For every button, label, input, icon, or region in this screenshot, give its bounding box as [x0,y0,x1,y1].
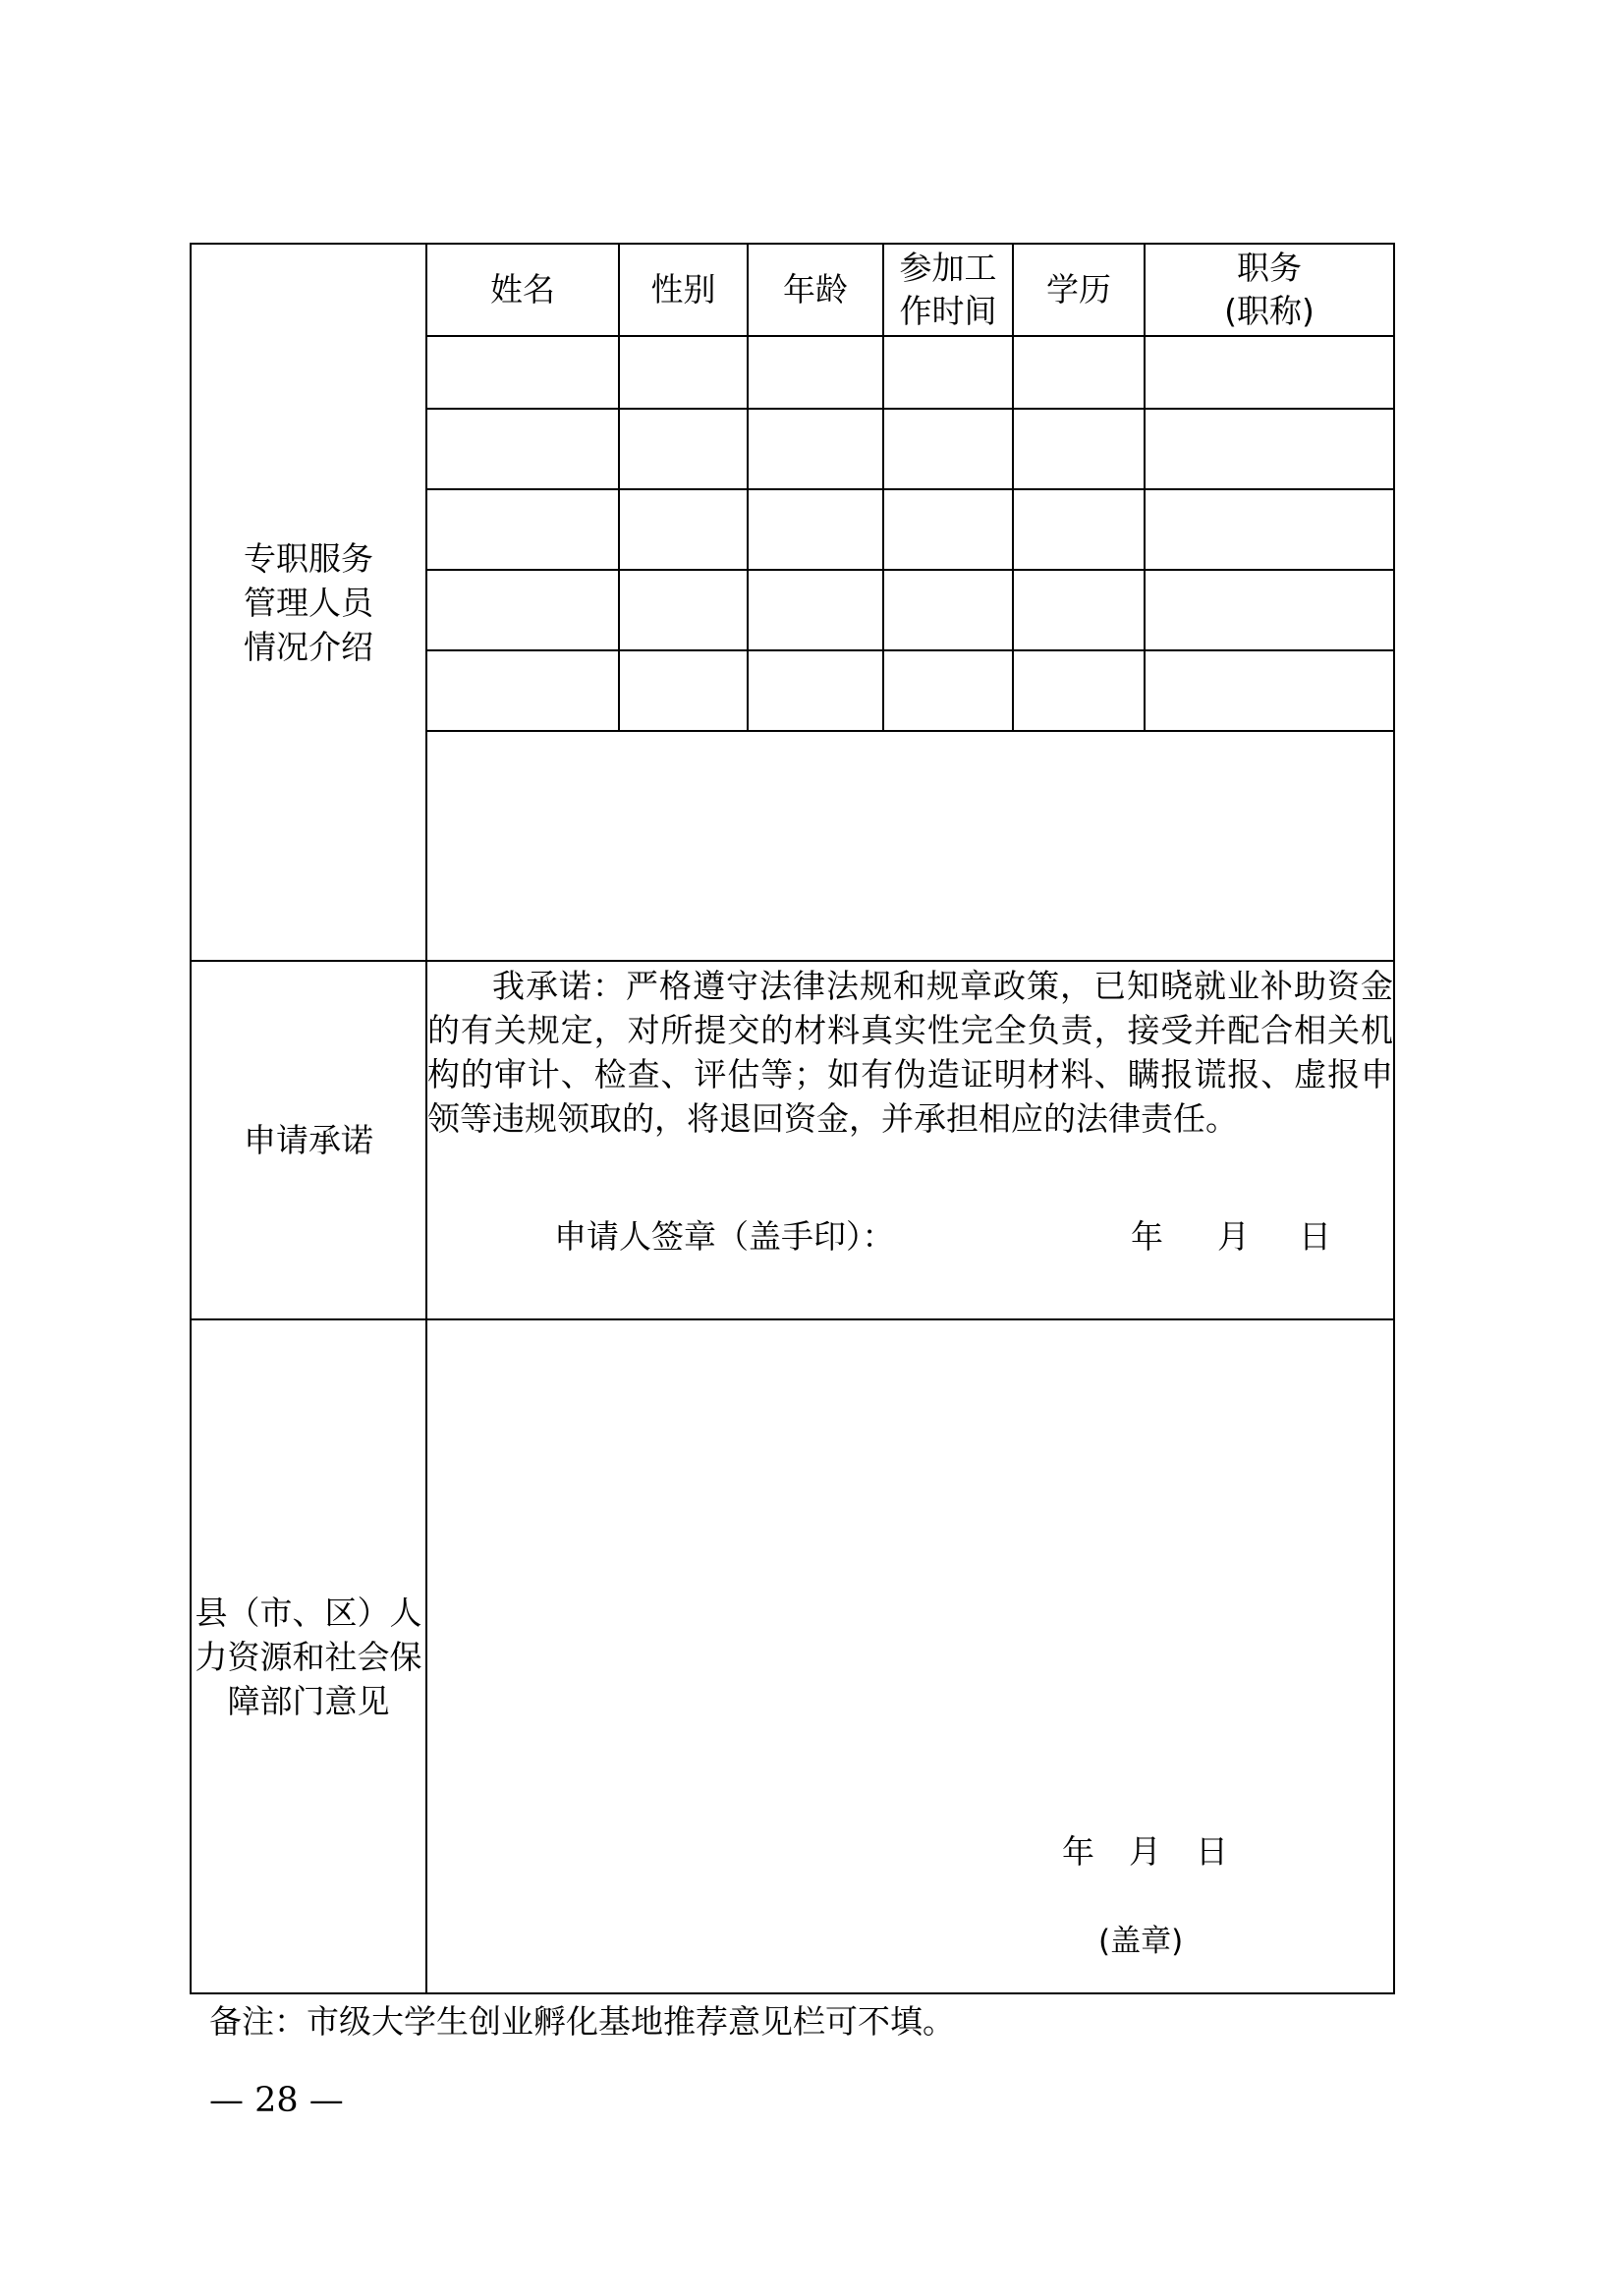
opinion-date [1062,1826,1228,1873]
signature-date [1131,1214,1331,1259]
pledge-body [426,961,1394,1319]
column-header-work-start: 参加工 作时间 [883,244,1013,336]
position-cell[interactable] [1145,489,1394,570]
date-month: 月 [1217,1217,1250,1256]
work-start-cell[interactable] [883,409,1013,489]
work-start-cell[interactable] [883,650,1013,731]
age-cell[interactable] [748,336,883,409]
opinion-label-line: 障部门意见 [227,1681,390,1720]
signature-label: 申请人签章（盖手印）： [554,1217,895,1256]
stamp-label: (盖章) [1098,1924,1184,1959]
age-cell[interactable] [748,570,883,650]
date-year: 年 [1062,1832,1094,1871]
age-cell[interactable] [748,650,883,731]
work-start-cell[interactable] [883,489,1013,570]
education-cell[interactable] [1013,650,1145,731]
signature-line [427,1214,1393,1273]
position-cell[interactable] [1145,409,1394,489]
pledge-section-label: 申请承诺 [191,961,426,1319]
name-cell[interactable] [426,570,619,650]
application-form-table [190,243,1395,1994]
gender-cell[interactable] [619,336,748,409]
position-cell[interactable] [1145,650,1394,731]
education-cell[interactable] [1013,570,1145,650]
gender-cell[interactable] [619,489,748,570]
education-cell[interactable] [1013,489,1145,570]
gender-cell[interactable] [619,409,748,489]
opinion-label-line: 县（市、区）人 [195,1593,422,1632]
education-cell[interactable] [1013,409,1145,489]
gender-cell[interactable] [619,650,748,731]
date-month: 月 [1129,1832,1161,1871]
opinion-body[interactable] [426,1319,1394,1993]
name-cell[interactable] [426,336,619,409]
work-start-cell[interactable] [883,570,1013,650]
name-cell[interactable] [426,650,619,731]
staff-label-line: 管理人员 [244,583,373,622]
age-cell[interactable] [748,489,883,570]
gender-cell[interactable] [619,570,748,650]
opinion-label-line: 力资源和社会保 [195,1637,422,1676]
staff-section-label [191,244,426,961]
date-year: 年 [1131,1217,1163,1256]
column-header-position: 职务 (职称) [1145,244,1394,336]
date-day: 日 [1196,1832,1228,1871]
column-header-name: 姓名 [426,244,619,336]
staff-intro-area[interactable] [426,731,1394,961]
opinion-section-label [191,1319,426,1993]
work-start-cell[interactable] [883,336,1013,409]
staff-label-line: 专职服务 [244,538,373,578]
position-cell[interactable] [1145,336,1394,409]
education-cell[interactable] [1013,336,1145,409]
column-header-age: 年龄 [748,244,883,336]
position-cell[interactable] [1145,570,1394,650]
remark-note: 备注：市级大学生创业孵化基地推荐意见栏可不填。 [209,2002,955,2041]
column-header-education: 学历 [1013,244,1145,336]
staff-label-line: 情况介绍 [244,627,373,666]
date-day: 日 [1299,1217,1331,1256]
pledge-text: 我承诺：严格遵守法律法规和规章政策，已知晓就业补助资金的有关规定，对所提交的材料真实性完全负责，接受并配合相关机构的审计、检查、评估等；如有伪造证明材料、瞒报谎报、虚报申领等违规领取的，将退回资金，并承担相应的法律责任。 [427,967,1393,1138]
page-number: — 28 — [209,2081,344,2120]
name-cell[interactable] [426,489,619,570]
name-cell[interactable] [426,409,619,489]
age-cell[interactable] [748,409,883,489]
column-header-gender: 性别 [619,244,748,336]
